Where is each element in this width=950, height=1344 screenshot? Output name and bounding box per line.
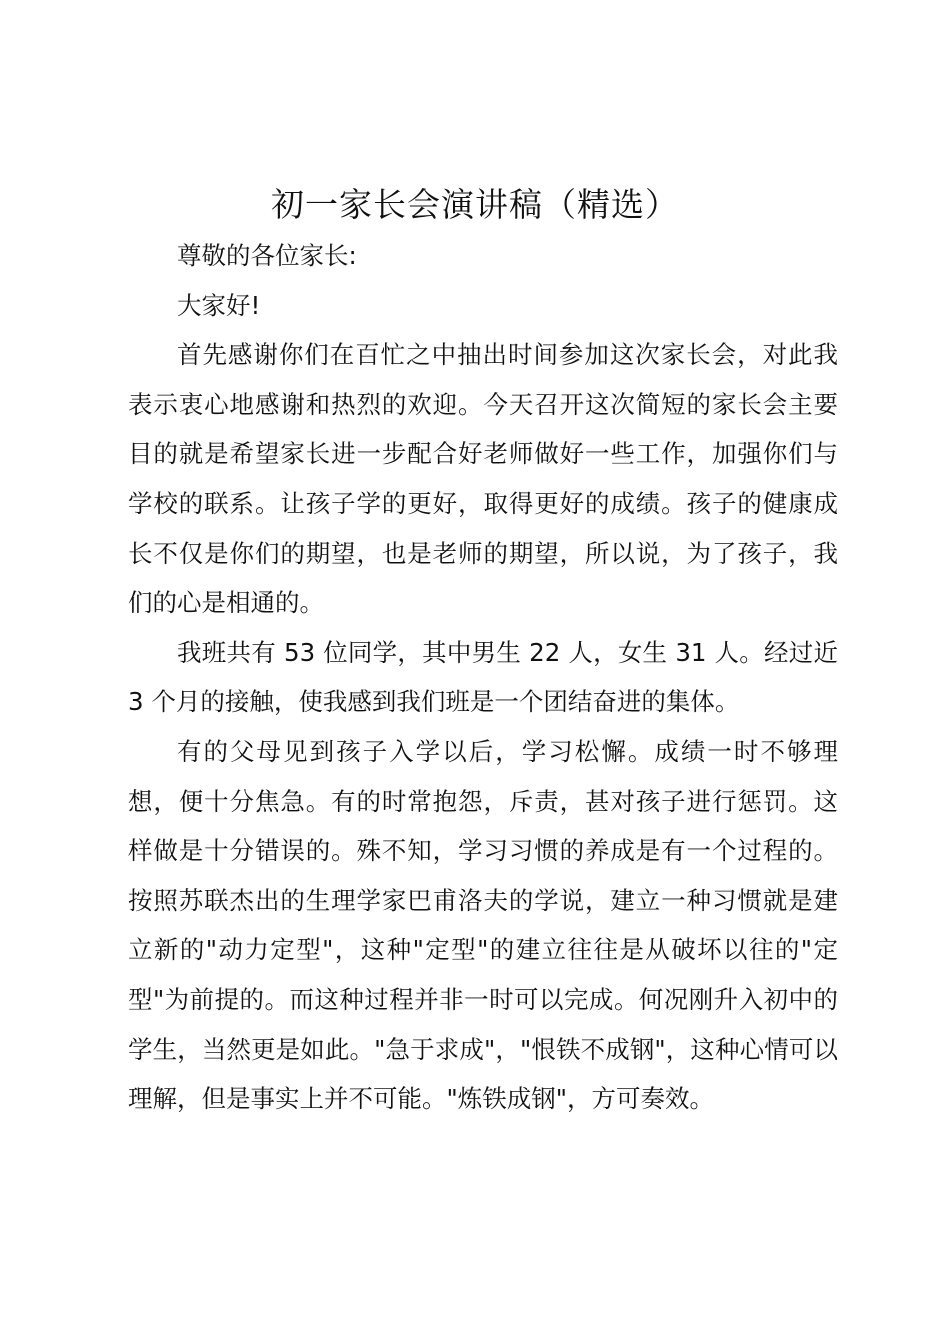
greeting: 大家好! (177, 290, 261, 320)
paragraph-3: 有的父母见到孩子入学以后，学习松懈。成绩一时不够理想，便十分焦急。有的时常抱怨，斥责，甚对孩子进行惩罚。这样做是十分错误的。殊不知，学习习惯的养成是有一个过程的。按照苏联杰出的生理学家巴甫洛夫的学说，建立一种习惯就是建立新的"动力定型"，这种"定型"的建立往往是从破坏以往的"定型"为前提的。而这种过程并非一时可以完成。何况刚升入初中的学生，当然更是如此。"急于求成"，"恨铁不成钢"，这种心情可以理解，但是事实上并不可能。"炼铁成钢"，方可奏效。 (128, 736, 838, 1114)
salutation: 尊敬的各位家长: (177, 241, 357, 270)
document-body (128, 231, 838, 1124)
paragraph-2: 我班共有 53 位同学，其中男生 22 人，女生 31 人。经过近 3 个月的接触，使我感到我们班是一个团结奋进的集体。 (128, 637, 838, 717)
document-title: 初一家长会演讲稿（精选） (271, 185, 679, 224)
paragraph-1: 首先感谢你们在百忙之中抽出时间参加这次家长会，对此我表示衷心地感谢和热烈的欢迎。今天召开这次简短的家长会主要目的就是希望家长进一步配合好老师做好一些工作，加强你们与学校的联系。让孩子学的更好，取得更好的成绩。孩子的健康成长不仅是你们的期望，也是老师的期望，所以说，为了孩子，我们的心是相通的。 (128, 340, 838, 618)
